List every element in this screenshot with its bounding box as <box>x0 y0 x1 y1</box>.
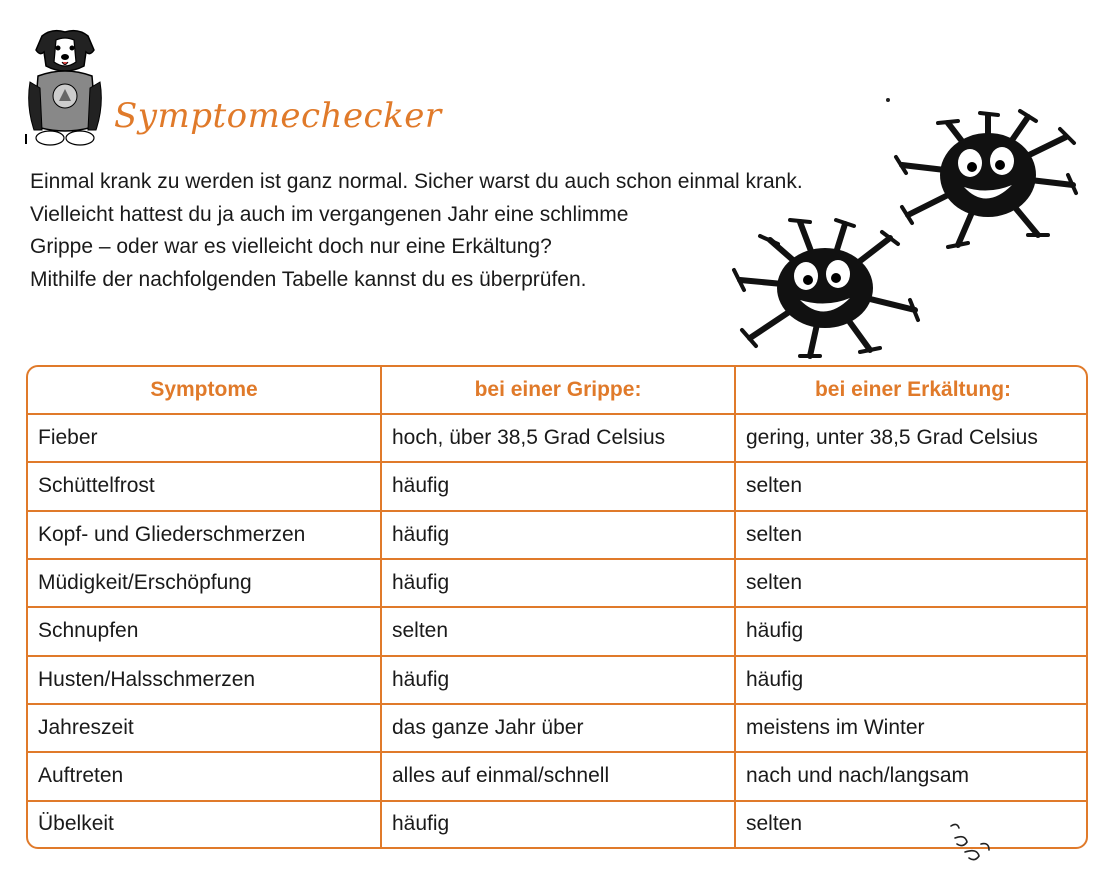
table-row <box>28 656 1088 704</box>
intro-line: Mithilfe der nachfolgenden Tabelle kannst du es überprüfen. <box>30 267 587 291</box>
intro-line: Vielleicht hattest du ja auch im vergangenen Jahr eine schlimme <box>30 202 629 226</box>
table-cell: häufig <box>381 801 735 848</box>
table-row <box>28 752 1088 800</box>
table-cell: hoch, über 38,5 Grad Celsius <box>381 414 735 462</box>
table-cell: selten <box>735 511 1088 559</box>
table-cell: Übelkeit <box>28 801 381 848</box>
table-cell: häufig <box>735 656 1088 704</box>
table-cell: Jahreszeit <box>28 704 381 752</box>
table-cell: Auftreten <box>28 752 381 800</box>
table-cell: Fieber <box>28 414 381 462</box>
table-cell: selten <box>735 559 1088 607</box>
column-header: bei einer Grippe: <box>381 367 735 414</box>
symptom-table <box>26 365 1088 849</box>
table-cell: Schüttelfrost <box>28 462 381 510</box>
table-cell: häufig <box>381 559 735 607</box>
table-row <box>28 414 1088 462</box>
page-title: Symptomechecker <box>114 96 442 136</box>
table-cell: Müdigkeit/Erschöpfung <box>28 559 381 607</box>
table-row <box>28 559 1088 607</box>
table-cell: selten <box>381 607 735 655</box>
virus-icon <box>730 210 925 360</box>
table-header-row <box>28 367 1088 414</box>
table-cell: gering, unter 38,5 Grad Celsius <box>735 414 1088 462</box>
table-cell: das ganze Jahr über <box>381 704 735 752</box>
table-row <box>28 801 1088 848</box>
table-cell: selten <box>735 801 1088 848</box>
squiggle-icon <box>945 820 995 865</box>
dog-mascot-icon <box>22 26 108 150</box>
table-cell: Husten/Halsschmerzen <box>28 656 381 704</box>
table-cell: häufig <box>735 607 1088 655</box>
table-row <box>28 462 1088 510</box>
column-header: Symptome <box>28 367 381 414</box>
table-cell: Schnupfen <box>28 607 381 655</box>
table-row <box>28 704 1088 752</box>
table-cell: häufig <box>381 656 735 704</box>
table-row <box>28 607 1088 655</box>
table-cell: alles auf einmal/schnell <box>381 752 735 800</box>
intro-line: Einmal krank zu werden ist ganz normal. Sicher warst du auch schon einmal krank. <box>30 170 803 193</box>
intro-line: Grippe – oder war es vielleicht doch nur eine Erkältung? <box>30 235 552 258</box>
table-cell: selten <box>735 462 1088 510</box>
table-cell: häufig <box>381 462 735 510</box>
column-header: bei einer Erkältung: <box>735 367 1088 414</box>
table-cell: nach und nach/langsam <box>735 752 1088 800</box>
table-cell: meistens im Winter <box>735 704 1088 752</box>
table-row <box>28 511 1088 559</box>
table-cell: Kopf- und Gliederschmerzen <box>28 511 381 559</box>
table-cell: häufig <box>381 511 735 559</box>
